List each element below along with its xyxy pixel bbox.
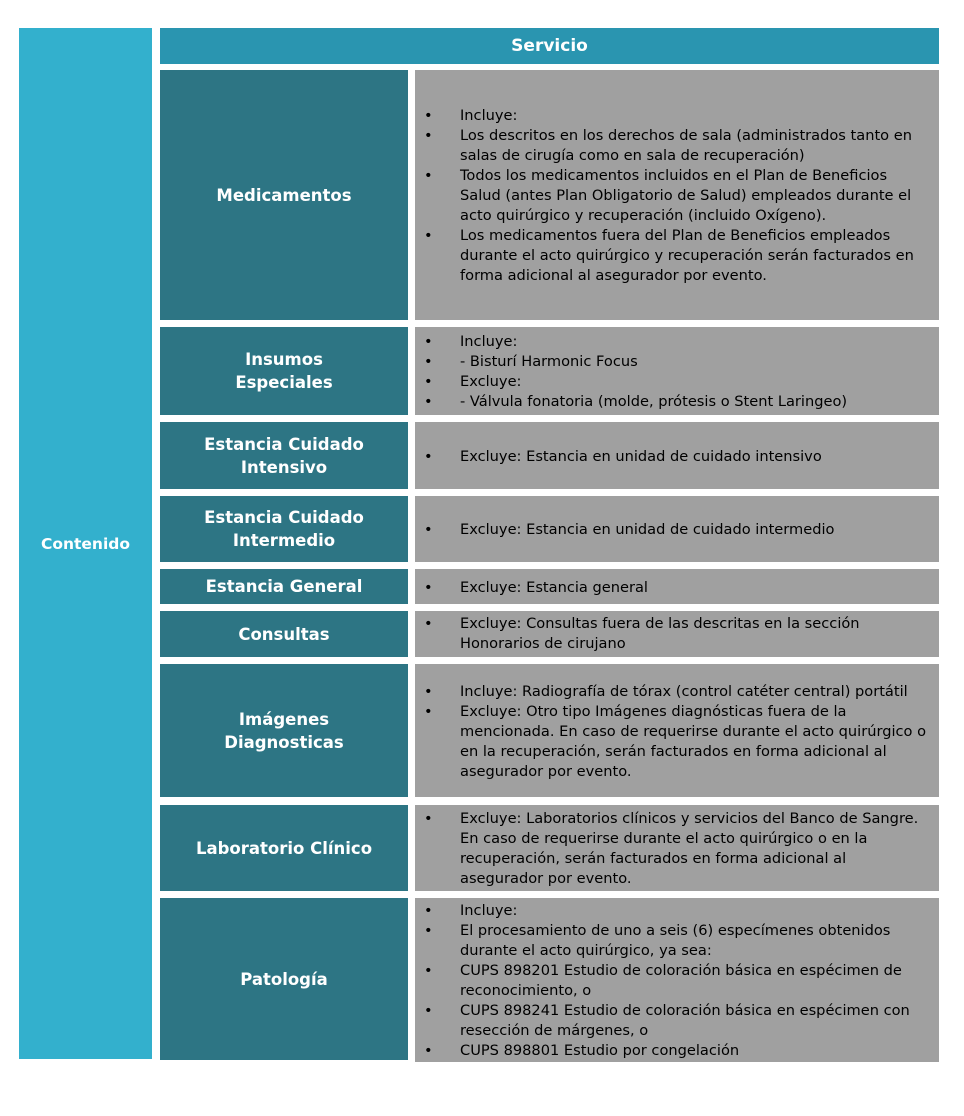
row-label-consultas: Consultas xyxy=(160,611,408,657)
list-item: • CUPS 898241 Estudio de coloración básica en espécimen con resección de márgenes, o xyxy=(422,1001,931,1041)
list-item: • Incluye: Radiografía de tórax (control catéter central) portátil xyxy=(422,682,931,702)
list-item: • - Bisturí Harmonic Focus xyxy=(422,352,931,372)
list-item: • Los medicamentos fuera del Plan de Beneficios empleados durante el acto quirúrgico y recuperación serán facturados en forma adicional al asegurador por evento. xyxy=(422,226,931,286)
contenido-label: Contenido xyxy=(19,28,152,1059)
servicio-header: Servicio xyxy=(160,28,939,64)
list-item: • CUPS 898801 Estudio por congelación xyxy=(422,1041,931,1061)
list-item: • Incluye: xyxy=(422,106,931,126)
list-item: • - Válvula fonatoria (molde, prótesis o Stent Laringeo) xyxy=(422,392,931,412)
list-item: • Excluye: Laboratorios clínicos y servicios del Banco de Sangre. En caso de requerirse durante el acto quirúrgico o en la recuperación, serán facturados en forma adicional al asegurador por evento. xyxy=(422,809,931,889)
list-item: • Incluye: xyxy=(422,901,931,921)
list-item: • El procesamiento de uno a seis (6) especímenes obtenidos durante el acto quirúrgico, ya sea: xyxy=(422,921,931,961)
list-item: • Incluye: xyxy=(422,332,931,352)
row-label-estancia-cuidado-intensivo: Estancia Cuidado Intensivo xyxy=(160,422,408,489)
row-label-laboratorio-clinico: Laboratorio Clínico xyxy=(160,805,408,891)
row-content-laboratorio-clinico xyxy=(415,805,939,891)
row-content-estancia-general xyxy=(415,569,939,604)
row-content-consultas xyxy=(415,611,939,657)
list-item: • Excluye: Estancia en unidad de cuidado intermedio xyxy=(422,520,931,540)
row-content-insumos-especiales xyxy=(415,327,939,415)
row-content-estancia-cuidado-intermedio xyxy=(415,496,939,562)
list-item: • Todos los medicamentos incluidos en el Plan de Beneficios Salud (antes Plan Obligatorio de Salud) empleados durante el acto quirúrgico y recuperación (incluido Oxígeno). xyxy=(422,166,931,226)
list-item: • CUPS 898201 Estudio de coloración básica en espécimen de reconocimiento, o xyxy=(422,961,931,1001)
row-label-estancia-general: Estancia General xyxy=(160,569,408,604)
row-content-medicamentos xyxy=(415,70,939,320)
row-content-patologia xyxy=(415,898,939,1062)
list-item: • Excluye: Consultas fuera de las descritas en la sección Honorarios de cirujano xyxy=(422,614,931,654)
row-content-estancia-cuidado-intensivo xyxy=(415,422,939,489)
list-item: • Excluye: Estancia en unidad de cuidado intensivo xyxy=(422,447,931,467)
row-label-insumos-especiales: Insumos Especiales xyxy=(160,327,408,415)
row-label-medicamentos: Medicamentos xyxy=(160,70,408,320)
row-label-patologia: Patología xyxy=(160,898,408,1060)
row-label-estancia-cuidado-intermedio: Estancia Cuidado Intermedio xyxy=(160,496,408,562)
list-item: • Los descritos en los derechos de sala (administrados tanto en salas de cirugía como en sala de recuperación) xyxy=(422,126,931,166)
row-content-imagenes-diagnosticas xyxy=(415,664,939,797)
list-item: • Excluye: Otro tipo Imágenes diagnósticas fuera de la mencionada. En caso de requerirse durante el acto quirúrgico o en la recuperación, serán facturados en forma adicional al asegurador por evento. xyxy=(422,702,931,782)
list-item: • Excluye: Estancia general xyxy=(422,578,931,598)
list-item: • Excluye: xyxy=(422,372,931,392)
row-label-imagenes-diagnosticas: Imágenes Diagnosticas xyxy=(160,664,408,797)
